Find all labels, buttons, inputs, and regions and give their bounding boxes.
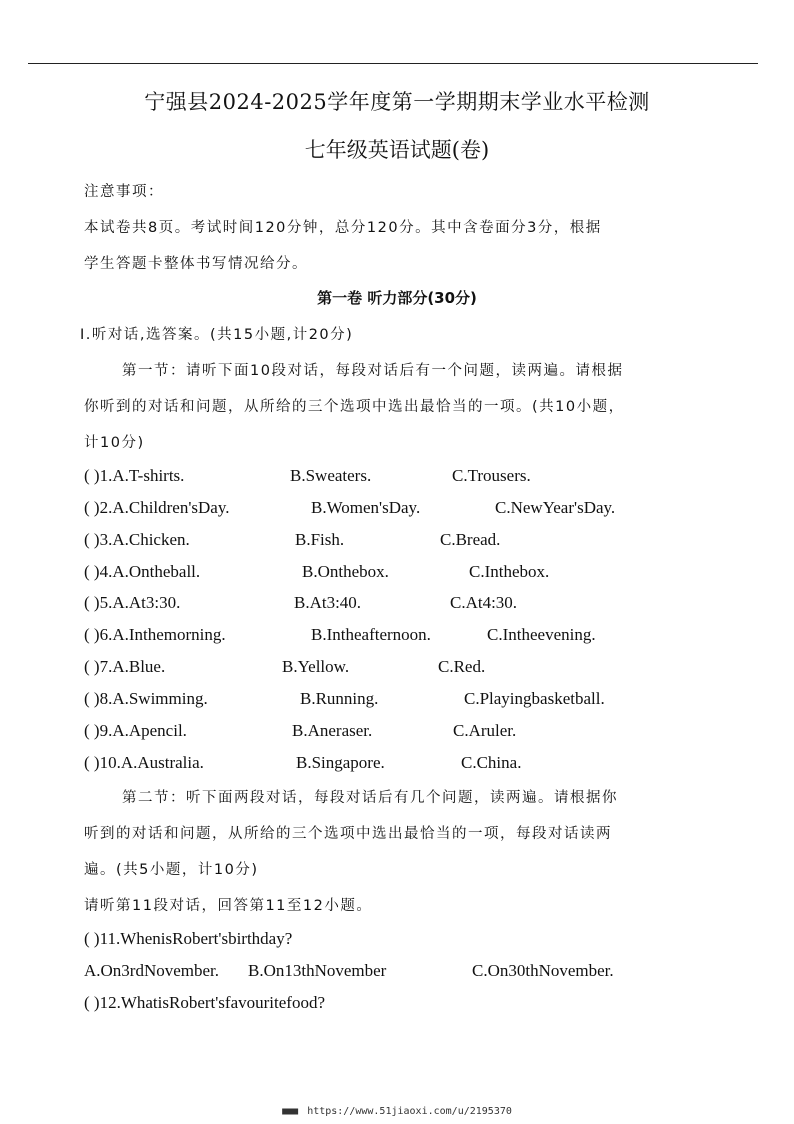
question-11-option-b: B.On13thNovember <box>248 961 387 980</box>
option-b: B.Singapore. <box>296 753 385 772</box>
option-c: C.Playingbasketball. <box>464 689 605 708</box>
exam-subtitle: 七年级英语试题(卷) <box>304 138 490 162</box>
option-c: C.At4:30. <box>450 593 518 612</box>
option-b: B.Yellow. <box>282 657 350 676</box>
option-b: B.Sweaters. <box>290 466 372 485</box>
option-c: C.Red. <box>438 657 486 676</box>
option-c: C.Trousers. <box>452 466 531 485</box>
question-11: ( )11.WhenisRobert'sbirthday? <box>84 929 293 948</box>
option-c: C.China. <box>461 753 522 772</box>
section2-instruction-line-1: 第二节：听下面两段对话，每段对话后有几个问题，读两遍。请根据你 <box>122 790 618 806</box>
option-b: B.Fish. <box>295 530 345 549</box>
question-stem: ( )8.A.Swimming. <box>84 689 208 708</box>
notice-line-1: 本试卷共8页。考试时间120分钟，总分120分。其中含卷面分3分，根据 <box>84 220 602 236</box>
question-stem: ( )9.A.Apencil. <box>84 721 187 740</box>
option-c: C.Inthebox. <box>469 562 550 581</box>
section1-instruction-line-1: 第一节：请听下面10段对话，每段对话后有一个问题，读两遍。请根据 <box>122 363 624 379</box>
option-b: B.Running. <box>300 689 379 708</box>
section1-instruction-line-2: 你听到的对话和问题，从所给的三个选项中选出最恰当的一项。(共10小题， <box>84 399 625 415</box>
part1-title: Ⅰ.听对话,选答案。(共15小题,计20分) <box>80 327 354 343</box>
page-footer <box>0 1106 794 1117</box>
question-11-option-c: C.On30thNovember. <box>472 961 614 980</box>
top-rule <box>28 63 758 64</box>
question-stem: ( )1.A.T-shirts. <box>84 466 185 485</box>
question-stem: ( )5.A.At3:30. <box>84 593 181 612</box>
option-b: B.Intheafternoon. <box>311 625 431 644</box>
volume1-heading: 第一卷 听力部分(30分) <box>317 289 477 307</box>
question-stem: ( )7.A.Blue. <box>84 657 166 676</box>
notice-line-2: 学生答题卡整体书写情况给分。 <box>84 256 308 272</box>
option-b: B.At3:40. <box>294 593 362 612</box>
watermark-logo-icon: ■■■ <box>282 1106 298 1117</box>
footer-url[interactable]: https://www.51jiaoxi.com/u/2195370 <box>307 1106 512 1117</box>
dialog11-intro: 请听第11段对话，回答第11至12小题。 <box>84 898 373 914</box>
option-c: C.NewYear'sDay. <box>495 498 616 517</box>
section2-instruction-line-3: 遍。(共5小题，计10分) <box>84 862 259 878</box>
section1-instruction-line-3: 计10分) <box>84 435 145 451</box>
option-c: C.Bread. <box>440 530 501 549</box>
question-stem: ( )4.A.Ontheball. <box>84 562 201 581</box>
option-b: B.Women'sDay. <box>311 498 421 517</box>
exam-title: 宁强县2024-2025学年度第一学期期末学业水平检测 <box>144 90 650 114</box>
notice-heading: 注意事项： <box>84 184 164 200</box>
question-11-option-a: A.On3rdNovember. <box>84 961 220 980</box>
question-stem: ( )3.A.Chicken. <box>84 530 190 549</box>
question-12: ( )12.WhatisRobert'sfavouritefood? <box>84 993 325 1012</box>
option-b: B.Aneraser. <box>292 721 373 740</box>
option-c: C.Aruler. <box>453 721 517 740</box>
option-b: B.Onthebox. <box>302 562 389 581</box>
question-stem: ( )2.A.Children'sDay. <box>84 498 230 517</box>
section2-instruction-line-2: 听到的对话和问题，从所给的三个选项中选出最恰当的一项，每段对话读两 <box>84 826 612 842</box>
option-c: C.Intheevening. <box>487 625 596 644</box>
question-stem: ( )10.A.Australia. <box>84 753 204 772</box>
question-stem: ( )6.A.Inthemorning. <box>84 625 226 644</box>
